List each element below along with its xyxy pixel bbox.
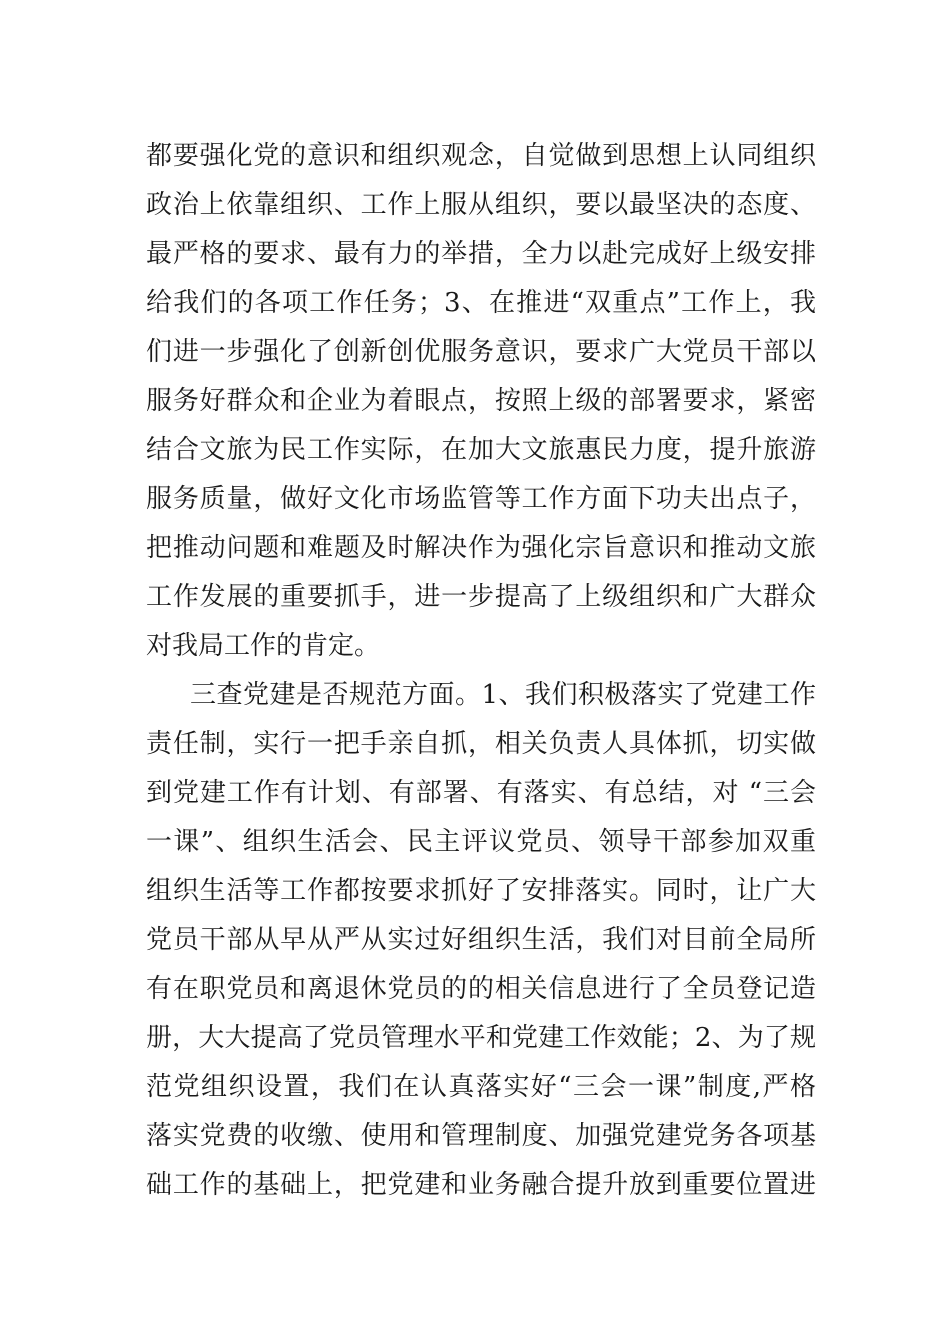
text-line: 们进一步强化了创新创优服务意识，要求广大党员干部以	[146, 337, 816, 367]
text-line: 把推动问题和难题及时解决作为强化宗旨意识和推动文旅	[146, 533, 816, 563]
text-line: 责任制，实行一把手亲自抓，相关负责人具体抓，切实做	[146, 729, 816, 759]
text-line: 范党组织设置，我们在认真落实好“三会一课”制度,严格	[146, 1072, 816, 1102]
document-body	[146, 132, 816, 1210]
paragraph-1	[146, 132, 816, 671]
text-line: 三查党建是否规范方面。1、我们积极落实了党建工作	[190, 680, 816, 710]
text-line: 都要强化党的意识和组织观念，自觉做到思想上认同组织	[146, 141, 816, 171]
text-line: 服务好群众和企业为着眼点，按照上级的部署要求，紧密	[146, 386, 816, 416]
text-line: 政治上依靠组织、工作上服从组织，要以最坚决的态度、	[146, 190, 816, 220]
text-line: 工作发展的重要抓手，进一步提高了上级组织和广大群众	[146, 582, 816, 612]
text-line: 最严格的要求、最有力的举措，全力以赴完成好上级安排	[146, 239, 816, 269]
text-line: 有在职党员和离退休党员的的相关信息进行了全员登记造	[146, 974, 816, 1004]
text-line: 到党建工作有计划、有部署、有落实、有总结，对 “三会	[146, 778, 816, 808]
text-line: 一课”、组织生活会、民主评议党员、领导干部参加双重	[146, 827, 816, 857]
text-line: 服务质量，做好文化市场监管等工作方面下功夫出点子，	[146, 484, 816, 514]
text-line: 对我局工作的肯定。	[146, 631, 381, 661]
text-line: 落实党费的收缴、使用和管理制度、加强党建党务各项基	[146, 1121, 816, 1151]
text-line: 组织生活等工作都按要求抓好了安排落实。同时，让广大	[146, 876, 816, 906]
text-line: 给我们的各项工作任务；3、在推进“双重点”工作上，我	[146, 288, 816, 318]
text-line: 册，大大提高了党员管理水平和党建工作效能；2、为了规	[146, 1023, 816, 1053]
paragraph-2	[146, 671, 816, 1210]
text-line: 础工作的基础上，把党建和业务融合提升放到重要位置进	[146, 1170, 816, 1200]
text-line: 党员干部从早从严从实过好组织生活，我们对目前全局所	[146, 925, 816, 955]
text-line: 结合文旅为民工作实际，在加大文旅惠民力度，提升旅游	[146, 435, 816, 465]
